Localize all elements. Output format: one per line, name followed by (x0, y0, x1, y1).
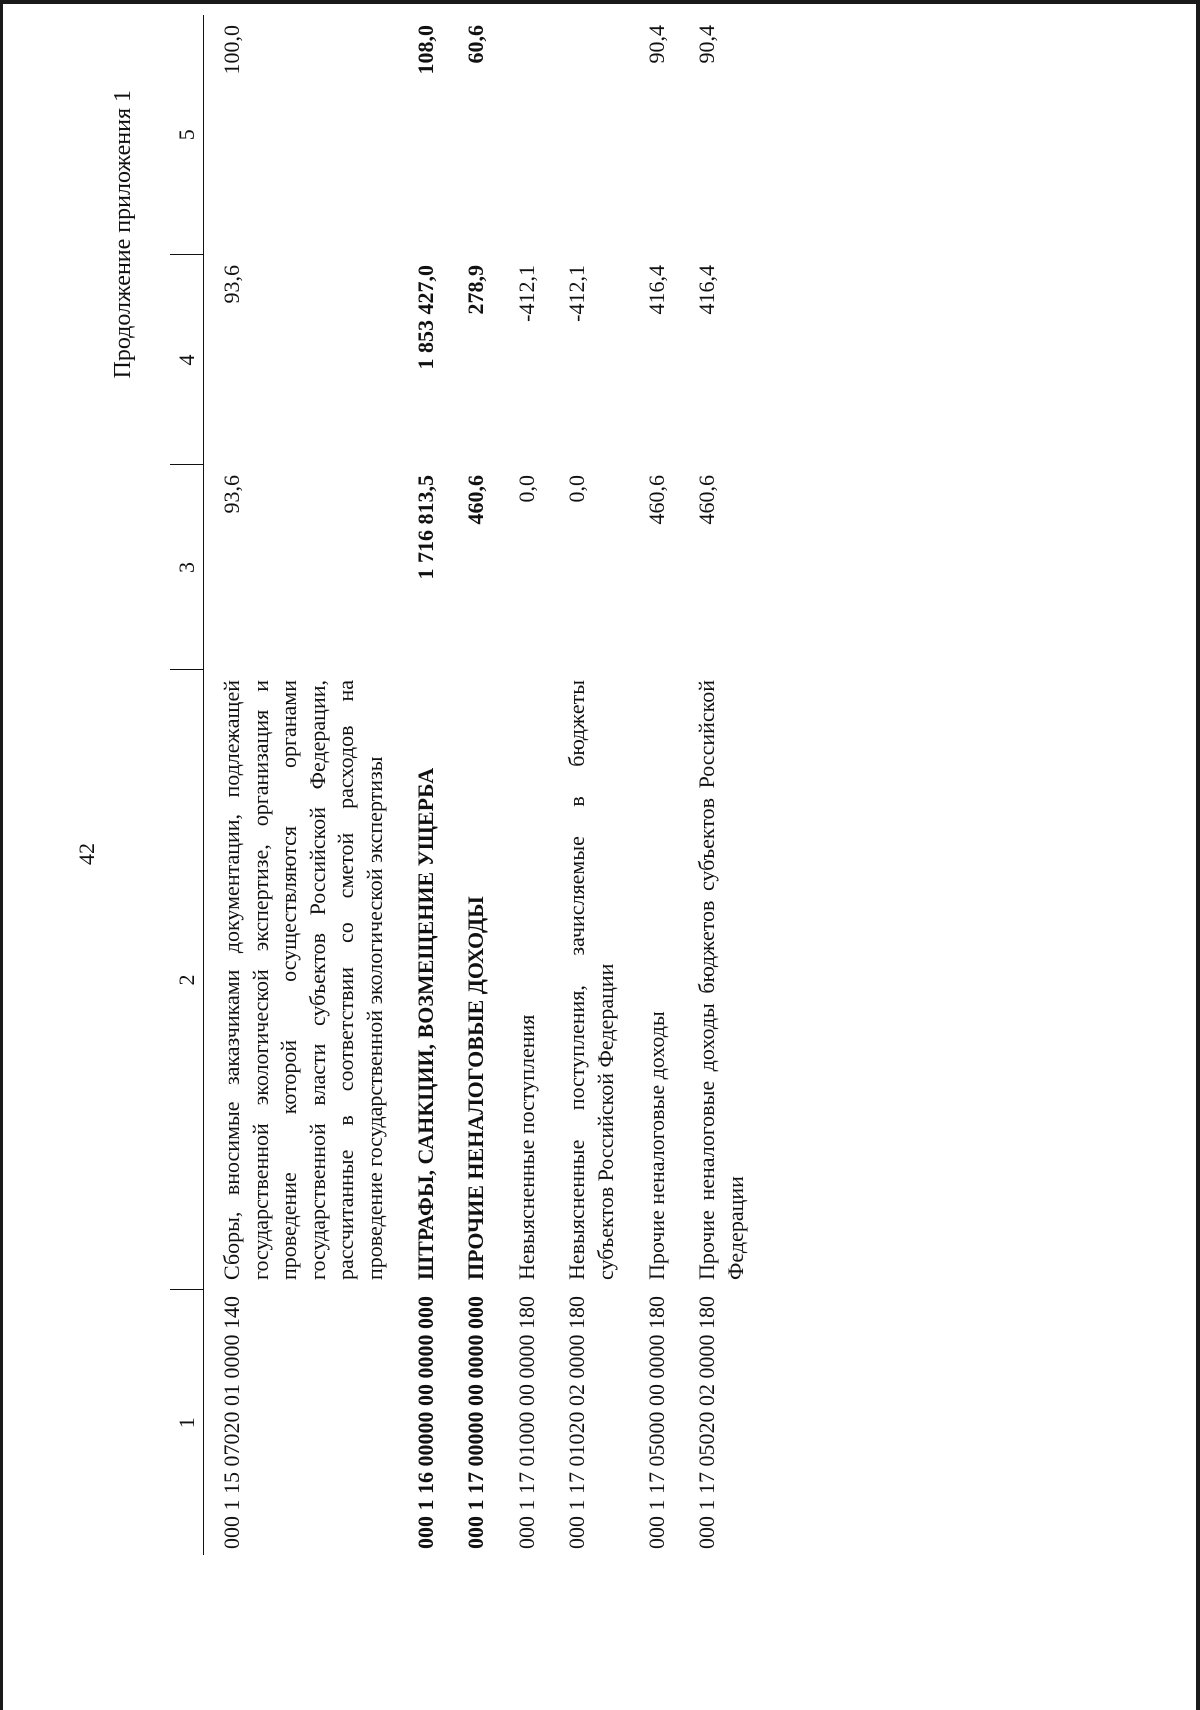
budget-code: 000 1 17 05020 02 0000 180 (694, 1296, 720, 1549)
revenue-name: ПРОЧИЕ НЕНАЛОГОВЫЕ ДОХОДЫ (463, 896, 489, 1280)
revenue-name: Прочие неналоговые доходы (643, 1011, 669, 1280)
table-row (621, 15, 672, 1555)
actual-value: -412,1 (564, 265, 590, 322)
actual-value: 416,4 (694, 265, 720, 315)
revenue-name: ШТРАФЫ, САНКЦИИ, ВОЗМЕЩЕНИЕ УЩЕРБА (412, 767, 438, 1280)
revenue-name: Прочие неналоговые доходы бюджетов субъектов Российской Федерации (694, 680, 748, 1280)
budget-code: 000 1 16 00000 00 0000 000 (412, 1296, 438, 1549)
column-header: 5 (170, 15, 204, 255)
budget-code: 000 1 17 01000 00 0000 180 (513, 1296, 539, 1549)
percent-value: 90,4 (643, 25, 669, 64)
planned-value: 93,6 (219, 475, 244, 514)
column-header: 1 (170, 1290, 204, 1555)
planned-value: 1 716 813,5 (412, 475, 438, 580)
actual-value: 1 853 427,0 (412, 265, 438, 370)
table-row (204, 15, 390, 1555)
column-header: 2 (170, 670, 204, 1290)
percent-value: 108,0 (412, 25, 438, 75)
revenue-table (170, 15, 750, 1555)
table-row (390, 15, 441, 1555)
budget-code: 000 1 17 01020 02 0000 180 (564, 1296, 590, 1549)
percent-value: 60,6 (463, 25, 489, 64)
planned-value: 0,0 (513, 475, 539, 503)
table-row (541, 15, 620, 1555)
continuation-label: Продолжение приложения 1 (110, 90, 136, 379)
planned-value: 0,0 (564, 475, 590, 503)
actual-value: 93,6 (219, 265, 244, 304)
column-header: 3 (170, 465, 204, 670)
budget-code: 000 1 17 05000 00 0000 180 (643, 1296, 669, 1549)
budget-code: 000 1 17 00000 00 0000 000 (463, 1296, 489, 1549)
percent-value (491, 15, 542, 255)
column-header: 4 (170, 255, 204, 465)
actual-value: -412,1 (513, 265, 539, 322)
planned-value: 460,6 (694, 475, 720, 525)
actual-value: 416,4 (643, 265, 669, 315)
revenue-name: Сборы, вносимые заказчиками документации, подлежащей государственной экологической экспертизе, организация и проведение которой осуществляются органами государственной власти субъектов Российской Федерации, рассчитанные в соответствии со сметой расходов на проведение государственной экологической экспертизы (219, 680, 387, 1280)
page-number: 42 (74, 843, 99, 865)
revenue-name: Невыясненные поступления, зачисляемые в бюджеты субъектов Российской Федерации (564, 680, 618, 1280)
table-row (491, 15, 542, 1555)
planned-value: 460,6 (643, 475, 669, 525)
percent-value (541, 15, 620, 255)
table-row (440, 15, 491, 1555)
table-header-row (170, 15, 204, 1555)
percent-value: 90,4 (694, 25, 720, 64)
table-row (671, 15, 750, 1555)
budget-code: 000 1 15 07020 01 0000 140 (219, 1296, 244, 1549)
planned-value: 460,6 (463, 475, 489, 525)
actual-value: 278,9 (463, 265, 489, 315)
revenue-name: Невыясненные поступления (513, 1014, 539, 1280)
percent-value: 100,0 (219, 25, 244, 75)
